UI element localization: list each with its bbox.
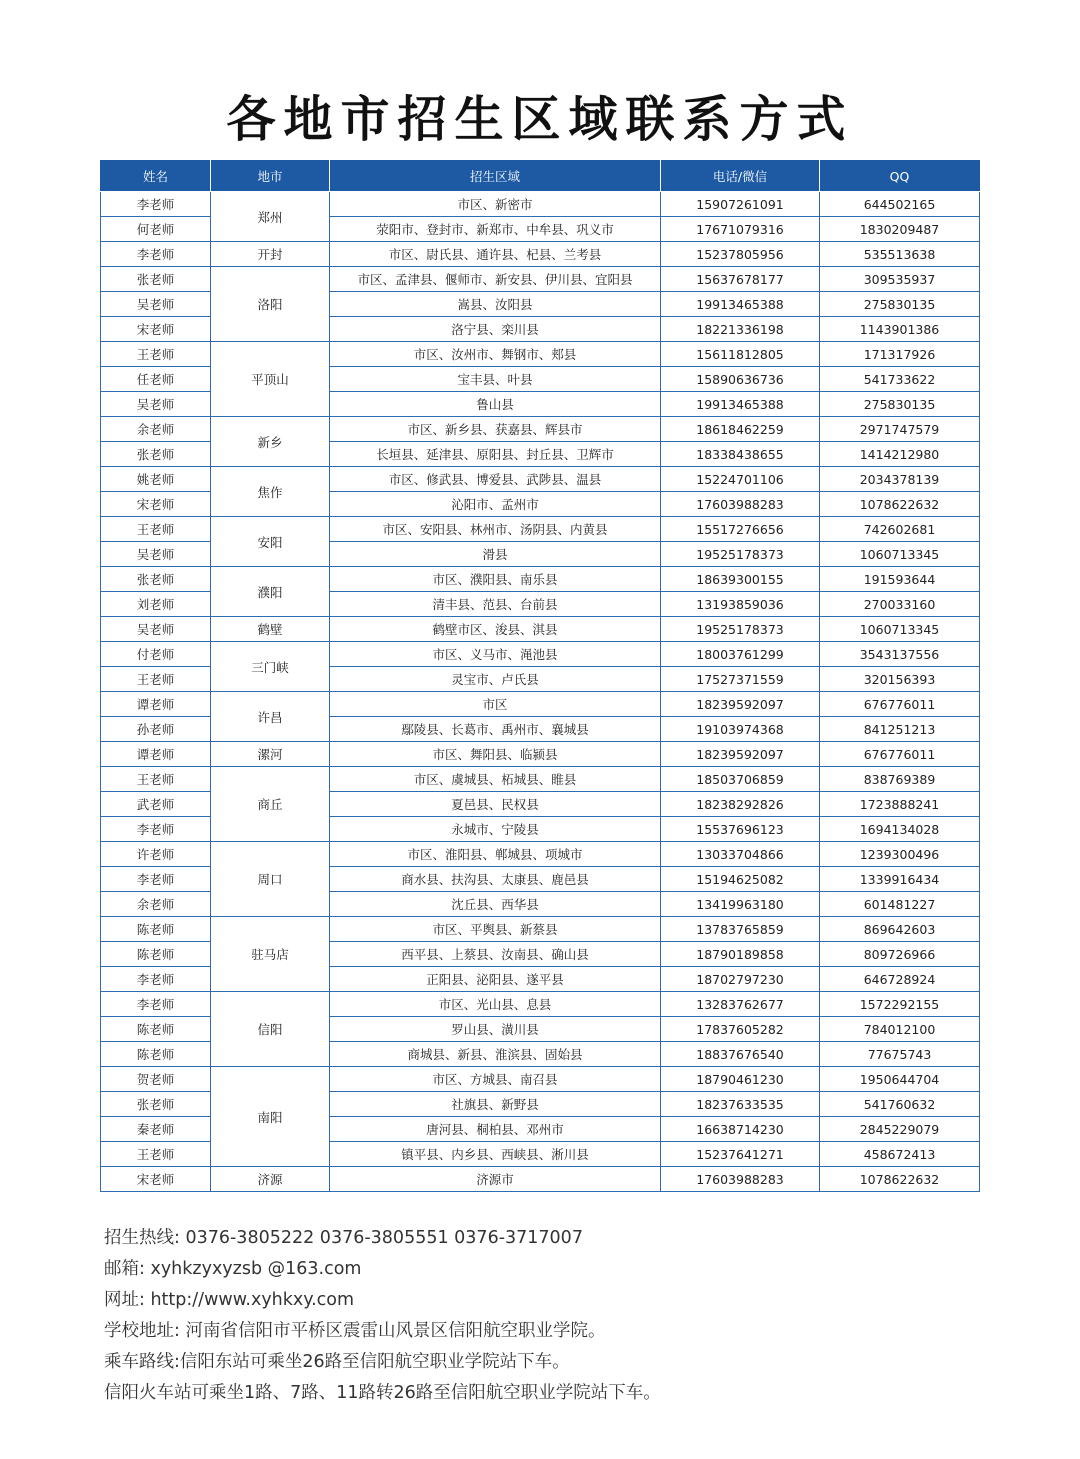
phone-wechat: 17603988283 — [661, 1167, 820, 1192]
teacher-name: 许老师 — [101, 842, 211, 867]
header-name: 姓名 — [101, 161, 211, 192]
qq-number: 809726966 — [820, 942, 980, 967]
qq-number: 1950644704 — [820, 1067, 980, 1092]
qq-number: 191593644 — [820, 567, 980, 592]
header-phone: 电话/微信 — [661, 161, 820, 192]
phone-wechat: 19525178373 — [661, 542, 820, 567]
teacher-name: 张老师 — [101, 1092, 211, 1117]
enrollment-area: 市区、汝州市、舞钢市、郏县 — [330, 342, 661, 367]
phone-wechat: 17837605282 — [661, 1017, 820, 1042]
phone-wechat: 18618462259 — [661, 417, 820, 442]
city-cell: 安阳 — [211, 517, 330, 567]
city-cell: 三门峡 — [211, 642, 330, 692]
enrollment-area: 市区、尉氏县、通许县、杞县、兰考县 — [330, 242, 661, 267]
enrollment-area: 沈丘县、西华县 — [330, 892, 661, 917]
teacher-name: 王老师 — [101, 342, 211, 367]
phone-wechat: 18837676540 — [661, 1042, 820, 1067]
city-cell: 开封 — [211, 242, 330, 267]
city-cell: 许昌 — [211, 692, 330, 742]
teacher-name: 姚老师 — [101, 467, 211, 492]
enrollment-area: 鹤壁市区、浚县、淇县 — [330, 617, 661, 642]
teacher-name: 王老师 — [101, 667, 211, 692]
enrollment-area: 西平县、上蔡县、汝南县、确山县 — [330, 942, 661, 967]
teacher-name: 余老师 — [101, 892, 211, 917]
teacher-name: 王老师 — [101, 517, 211, 542]
teacher-name: 陈老师 — [101, 917, 211, 942]
phone-wechat: 13783765859 — [661, 917, 820, 942]
header-qq: QQ — [820, 161, 980, 192]
phone-wechat: 13193859036 — [661, 592, 820, 617]
phone-wechat: 15611812805 — [661, 342, 820, 367]
teacher-name: 李老师 — [101, 242, 211, 267]
teacher-name: 张老师 — [101, 567, 211, 592]
table-row — [101, 1067, 980, 1092]
enrollment-area: 长垣县、延津县、原阳县、封丘县、卫辉市 — [330, 442, 661, 467]
enrollment-area: 市区、舞阳县、临颍县 — [330, 742, 661, 767]
phone-wechat: 17671079316 — [661, 217, 820, 242]
phone-wechat: 13033704866 — [661, 842, 820, 867]
qq-number: 676776011 — [820, 692, 980, 717]
phone-wechat: 18338438655 — [661, 442, 820, 467]
qq-number: 1060713345 — [820, 542, 980, 567]
teacher-name: 付老师 — [101, 642, 211, 667]
teacher-name: 陈老师 — [101, 1017, 211, 1042]
table-row — [101, 742, 980, 767]
teacher-name: 任老师 — [101, 367, 211, 392]
footer-line: 信阳火车站可乘坐1路、7路、11路转26路至信阳航空职业学院站下车。 — [104, 1383, 661, 1403]
enrollment-area: 嵩县、汝阳县 — [330, 292, 661, 317]
teacher-name: 吴老师 — [101, 617, 211, 642]
enrollment-area: 沁阳市、孟州市 — [330, 492, 661, 517]
qq-number: 275830135 — [820, 392, 980, 417]
qq-number: 171317926 — [820, 342, 980, 367]
teacher-name: 贺老师 — [101, 1067, 211, 1092]
qq-number: 742602681 — [820, 517, 980, 542]
enrollment-area: 荥阳市、登封市、新郑市、中牟县、巩义市 — [330, 217, 661, 242]
enrollment-area: 鲁山县 — [330, 392, 661, 417]
enrollment-area: 滑县 — [330, 542, 661, 567]
city-cell: 洛阳 — [211, 267, 330, 342]
qq-number: 1078622632 — [820, 492, 980, 517]
qq-number: 1414212980 — [820, 442, 980, 467]
header-area: 招生区域 — [330, 161, 661, 192]
enrollment-area: 市区、濮阳县、南乐县 — [330, 567, 661, 592]
phone-wechat: 18237633535 — [661, 1092, 820, 1117]
teacher-name: 宋老师 — [101, 317, 211, 342]
qq-number: 2845229079 — [820, 1117, 980, 1142]
enrollment-area: 市区、安阳县、林州市、汤阴县、内黄县 — [330, 517, 661, 542]
enrollment-area: 市区、孟津县、偃师市、新安县、伊川县、宜阳县 — [330, 267, 661, 292]
qq-number: 458672413 — [820, 1142, 980, 1167]
phone-wechat: 18702797230 — [661, 967, 820, 992]
phone-wechat: 18238292826 — [661, 792, 820, 817]
footer-line: 招生热线: 0376-3805222 0376-3805551 0376-3717007 — [104, 1228, 583, 1248]
phone-wechat: 15637678177 — [661, 267, 820, 292]
phone-wechat: 16638714230 — [661, 1117, 820, 1142]
qq-number: 1078622632 — [820, 1167, 980, 1192]
qq-number: 541733622 — [820, 367, 980, 392]
phone-wechat: 18239592097 — [661, 742, 820, 767]
qq-number: 2034378139 — [820, 467, 980, 492]
table-row — [101, 992, 980, 1017]
phone-wechat: 15907261091 — [661, 192, 820, 217]
enrollment-area: 清丰县、范县、台前县 — [330, 592, 661, 617]
footer-line: 学校地址: 河南省信阳市平桥区震雷山风景区信阳航空职业学院。 — [104, 1321, 606, 1341]
qq-number: 275830135 — [820, 292, 980, 317]
enrollment-area: 商城县、新县、淮滨县、固始县 — [330, 1042, 661, 1067]
qq-number: 535513638 — [820, 242, 980, 267]
teacher-name: 余老师 — [101, 417, 211, 442]
enrollment-area: 市区、方城县、南召县 — [330, 1067, 661, 1092]
phone-wechat: 18639300155 — [661, 567, 820, 592]
qq-number: 541760632 — [820, 1092, 980, 1117]
teacher-name: 谭老师 — [101, 692, 211, 717]
teacher-name: 张老师 — [101, 442, 211, 467]
enrollment-area: 宝丰县、叶县 — [330, 367, 661, 392]
phone-wechat: 19103974368 — [661, 717, 820, 742]
table-row — [101, 842, 980, 867]
city-cell: 漯河 — [211, 742, 330, 767]
enrollment-area: 市区、虞城县、柘城县、睢县 — [330, 767, 661, 792]
city-cell: 济源 — [211, 1167, 330, 1192]
city-cell: 信阳 — [211, 992, 330, 1067]
phone-wechat: 17527371559 — [661, 667, 820, 692]
enrollment-area: 商水县、扶沟县、太康县、鹿邑县 — [330, 867, 661, 892]
footer-line: 网址: http://www.xyhkxy.com — [104, 1290, 355, 1310]
phone-wechat: 19913465388 — [661, 392, 820, 417]
table-row — [101, 567, 980, 592]
phone-wechat: 15237641271 — [661, 1142, 820, 1167]
enrollment-area: 市区、淮阳县、郸城县、项城市 — [330, 842, 661, 867]
qq-number: 1572292155 — [820, 992, 980, 1017]
city-cell: 濮阳 — [211, 567, 330, 617]
teacher-name: 李老师 — [101, 192, 211, 217]
footer-line: 乘车路线:信阳东站可乘坐26路至信阳航空职业学院站下车。 — [104, 1352, 570, 1372]
enrollment-area: 唐河县、桐柏县、邓州市 — [330, 1117, 661, 1142]
enrollment-area: 正阳县、泌阳县、遂平县 — [330, 967, 661, 992]
teacher-name: 吴老师 — [101, 392, 211, 417]
page-title: 各地市招生区域联系方式 — [226, 90, 854, 148]
enrollment-area: 济源市 — [330, 1167, 661, 1192]
enrollment-area: 夏邑县、民权县 — [330, 792, 661, 817]
phone-wechat: 18239592097 — [661, 692, 820, 717]
table-row — [101, 467, 980, 492]
teacher-name: 谭老师 — [101, 742, 211, 767]
qq-number: 676776011 — [820, 742, 980, 767]
teacher-name: 刘老师 — [101, 592, 211, 617]
teacher-name: 秦老师 — [101, 1117, 211, 1142]
teacher-name: 孙老师 — [101, 717, 211, 742]
phone-wechat: 15517276656 — [661, 517, 820, 542]
table-row — [101, 617, 980, 642]
qq-number: 838769389 — [820, 767, 980, 792]
qq-number: 869642603 — [820, 917, 980, 942]
header-row — [101, 161, 980, 192]
city-cell: 鹤壁 — [211, 617, 330, 642]
city-cell: 郑州 — [211, 192, 330, 242]
enrollment-area: 社旗县、新野县 — [330, 1092, 661, 1117]
qq-number: 841251213 — [820, 717, 980, 742]
phone-wechat: 18503706859 — [661, 767, 820, 792]
teacher-name: 吴老师 — [101, 542, 211, 567]
qq-number: 646728924 — [820, 967, 980, 992]
qq-number: 1060713345 — [820, 617, 980, 642]
phone-wechat: 15890636736 — [661, 367, 820, 392]
qq-number: 1694134028 — [820, 817, 980, 842]
enrollment-area: 永城市、宁陵县 — [330, 817, 661, 842]
contact-info — [104, 1223, 661, 1409]
phone-wechat: 15237805956 — [661, 242, 820, 267]
teacher-name: 王老师 — [101, 1142, 211, 1167]
qq-number: 644502165 — [820, 192, 980, 217]
city-cell: 驻马店 — [211, 917, 330, 992]
teacher-name: 宋老师 — [101, 1167, 211, 1192]
enrollment-area: 市区、光山县、息县 — [330, 992, 661, 1017]
city-cell: 焦作 — [211, 467, 330, 517]
table-body — [101, 192, 980, 1192]
teacher-name: 吴老师 — [101, 292, 211, 317]
enrollment-area: 市区、义马市、渑池县 — [330, 642, 661, 667]
table-row — [101, 1167, 980, 1192]
enrollment-area: 灵宝市、卢氏县 — [330, 667, 661, 692]
enrollment-area: 市区 — [330, 692, 661, 717]
qq-number: 784012100 — [820, 1017, 980, 1042]
footer-line: 邮箱: xyhkzyxyzsb @163.com — [104, 1259, 362, 1279]
qq-number: 270033160 — [820, 592, 980, 617]
city-cell: 平顶山 — [211, 342, 330, 417]
enrollment-area: 鄢陵县、长葛市、禹州市、襄城县 — [330, 717, 661, 742]
qq-number: 1239300496 — [820, 842, 980, 867]
qq-number: 1723888241 — [820, 792, 980, 817]
teacher-name: 陈老师 — [101, 1042, 211, 1067]
phone-wechat: 18790189858 — [661, 942, 820, 967]
city-cell: 南阳 — [211, 1067, 330, 1167]
teacher-name: 李老师 — [101, 867, 211, 892]
enrollment-area: 罗山县、潢川县 — [330, 1017, 661, 1042]
table-row — [101, 517, 980, 542]
phone-wechat: 18790461230 — [661, 1067, 820, 1092]
phone-wechat: 19913465388 — [661, 292, 820, 317]
enrollment-area: 市区、平舆县、新蔡县 — [330, 917, 661, 942]
qq-number: 77675743 — [820, 1042, 980, 1067]
contacts-table — [100, 160, 980, 1192]
teacher-name: 何老师 — [101, 217, 211, 242]
teacher-name: 武老师 — [101, 792, 211, 817]
phone-wechat: 13419963180 — [661, 892, 820, 917]
city-cell: 商丘 — [211, 767, 330, 842]
enrollment-area: 镇平县、内乡县、西峡县、淅川县 — [330, 1142, 661, 1167]
header-city: 地市 — [211, 161, 330, 192]
qq-number: 309535937 — [820, 267, 980, 292]
phone-wechat: 18003761299 — [661, 642, 820, 667]
phone-wechat: 19525178373 — [661, 617, 820, 642]
teacher-name: 陈老师 — [101, 942, 211, 967]
phone-wechat: 15537696123 — [661, 817, 820, 842]
teacher-name: 宋老师 — [101, 492, 211, 517]
city-cell: 周口 — [211, 842, 330, 917]
table-row — [101, 642, 980, 667]
phone-wechat: 15224701106 — [661, 467, 820, 492]
teacher-name: 李老师 — [101, 817, 211, 842]
city-cell: 新乡 — [211, 417, 330, 467]
table-header — [101, 161, 980, 192]
teacher-name: 李老师 — [101, 967, 211, 992]
table-row — [101, 767, 980, 792]
qq-number: 3543137556 — [820, 642, 980, 667]
table-row — [101, 917, 980, 942]
phone-wechat: 13283762677 — [661, 992, 820, 1017]
table-row — [101, 692, 980, 717]
table-row — [101, 417, 980, 442]
qq-number: 601481227 — [820, 892, 980, 917]
qq-number: 2971747579 — [820, 417, 980, 442]
table-row — [101, 242, 980, 267]
enrollment-area: 市区、新密市 — [330, 192, 661, 217]
enrollment-area: 市区、新乡县、获嘉县、辉县市 — [330, 417, 661, 442]
qq-number: 1143901386 — [820, 317, 980, 342]
qq-number: 1830209487 — [820, 217, 980, 242]
table-row — [101, 192, 980, 217]
teacher-name: 李老师 — [101, 992, 211, 1017]
teacher-name: 张老师 — [101, 267, 211, 292]
qq-number: 320156393 — [820, 667, 980, 692]
table-row — [101, 342, 980, 367]
table-row — [101, 267, 980, 292]
teacher-name: 王老师 — [101, 767, 211, 792]
phone-wechat: 17603988283 — [661, 492, 820, 517]
qq-number: 1339916434 — [820, 867, 980, 892]
enrollment-area: 市区、修武县、博爱县、武陟县、温县 — [330, 467, 661, 492]
phone-wechat: 18221336198 — [661, 317, 820, 342]
enrollment-area: 洛宁县、栾川县 — [330, 317, 661, 342]
phone-wechat: 15194625082 — [661, 867, 820, 892]
